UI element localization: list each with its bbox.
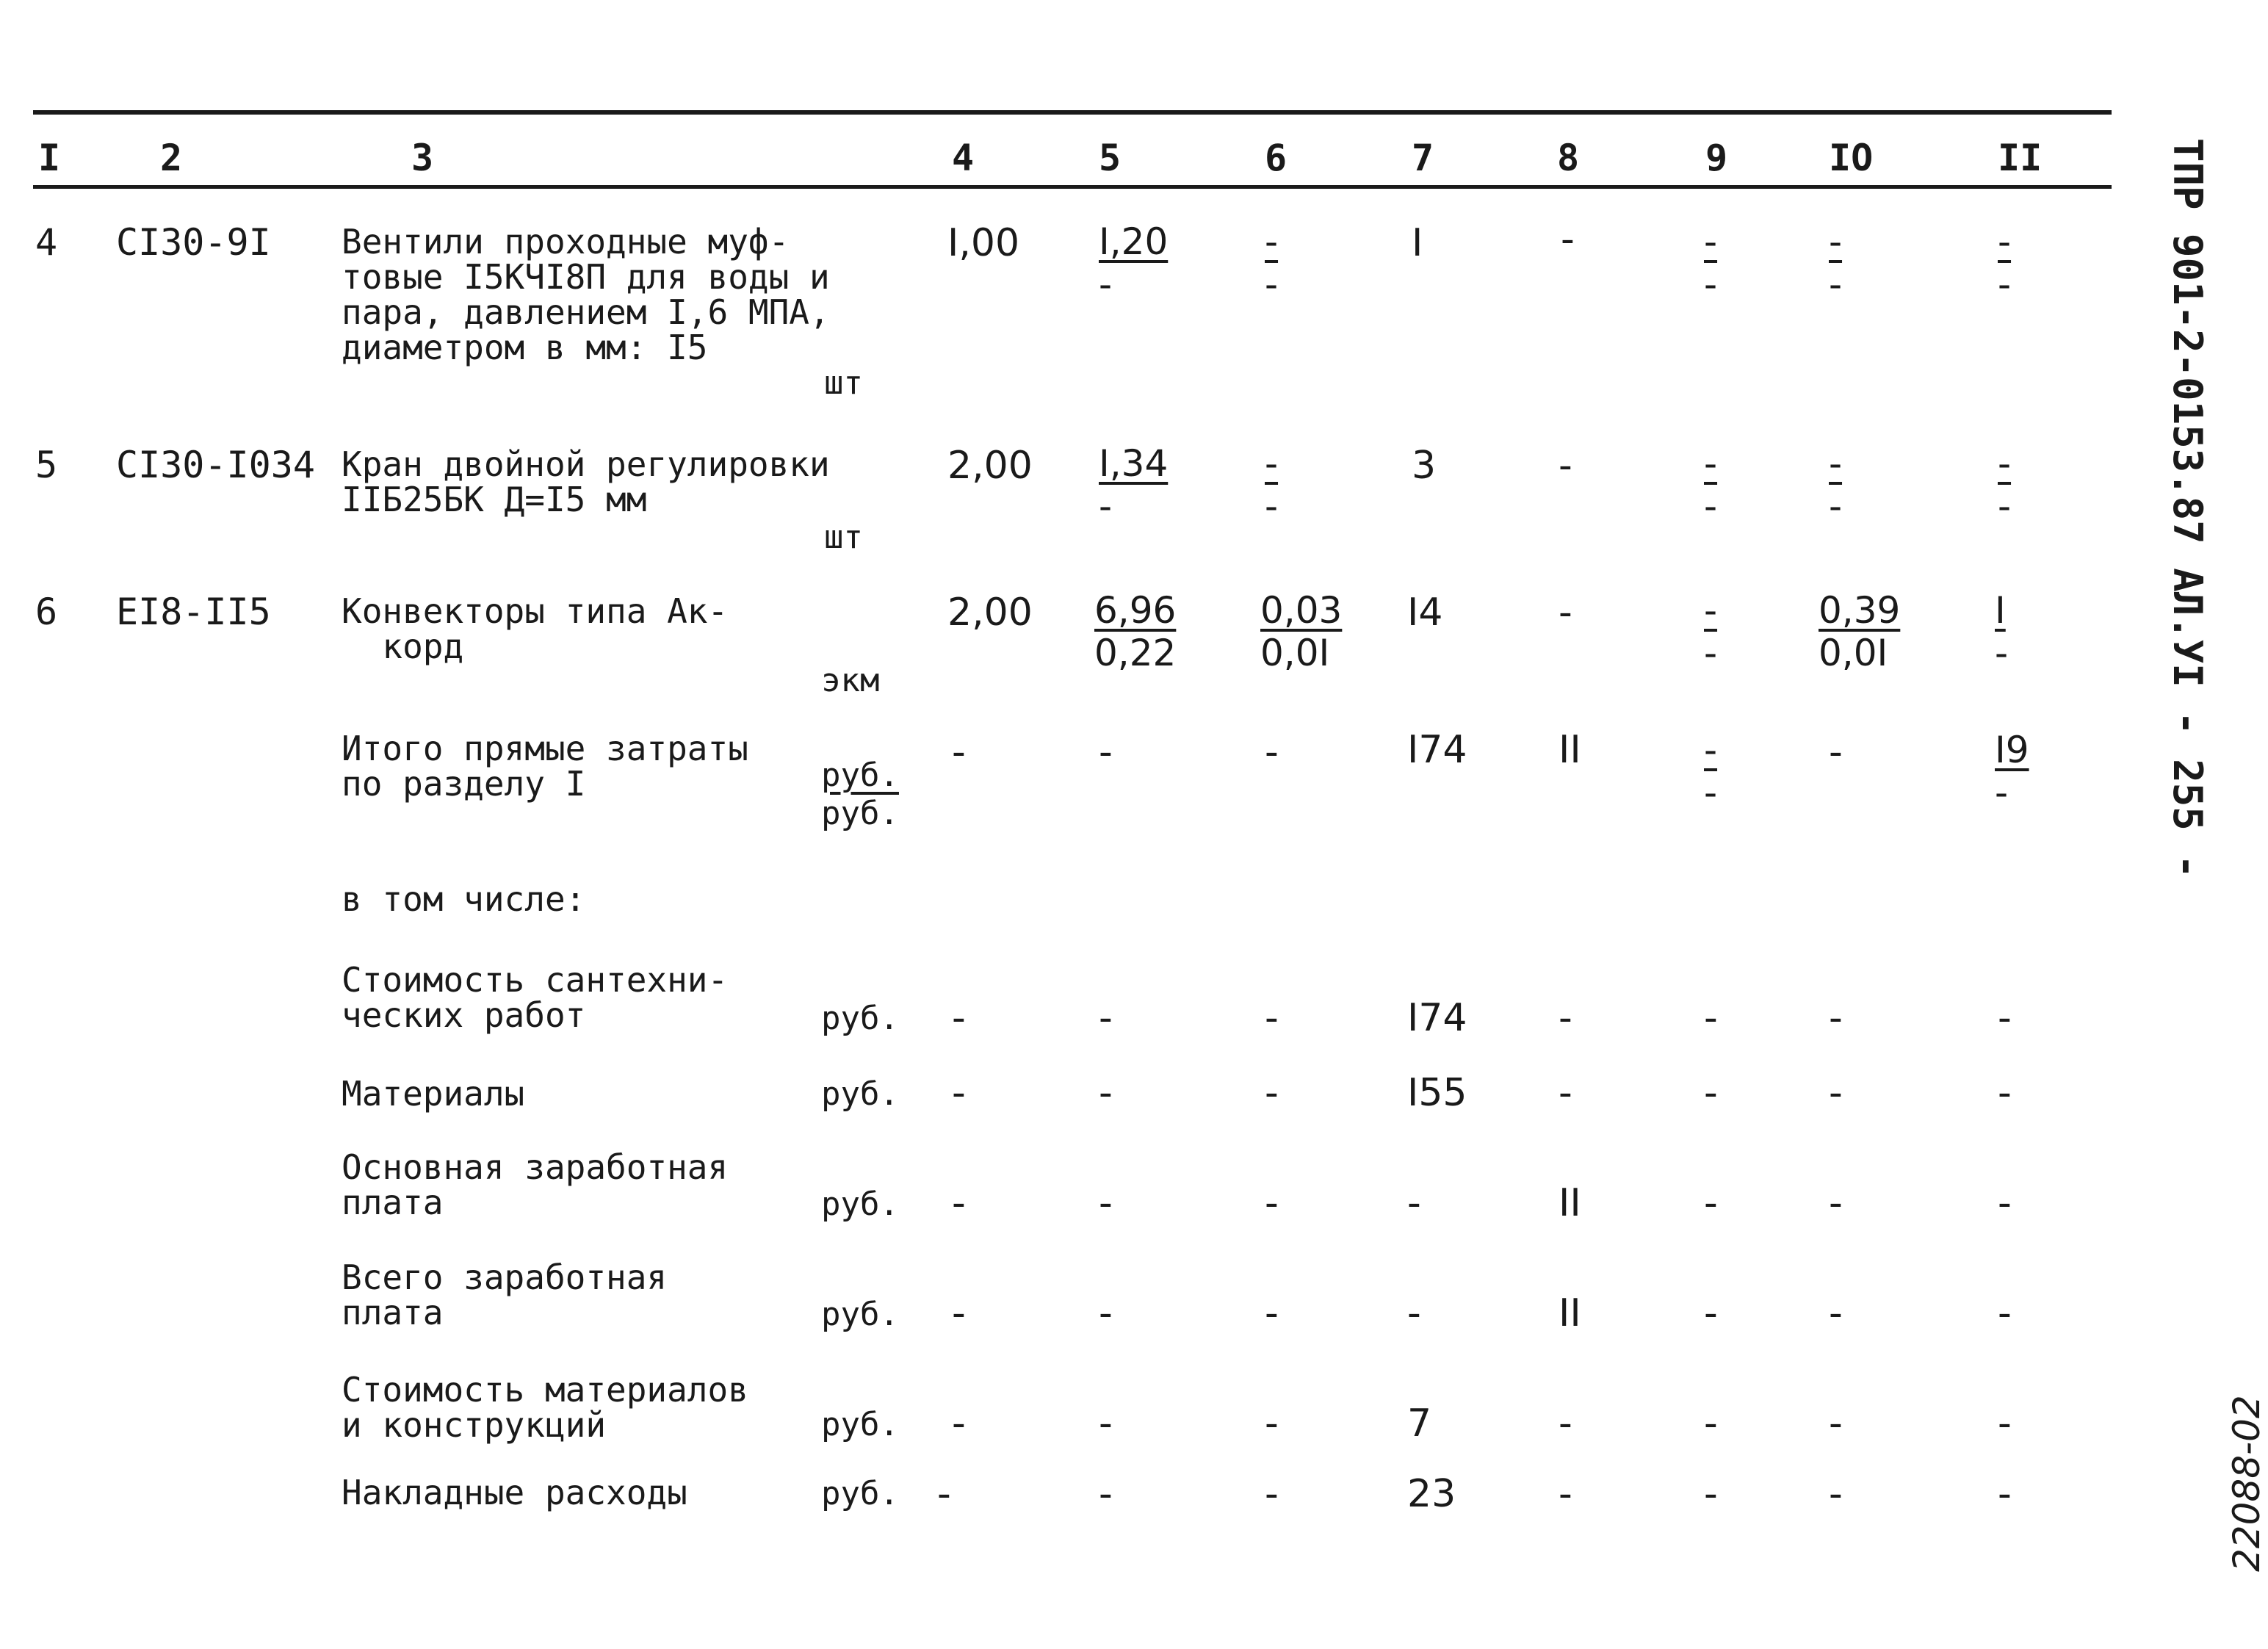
col-header-4: 4 [952, 137, 975, 179]
summary-col6: - [1265, 1181, 1279, 1225]
summary-col4: - [952, 1291, 966, 1335]
row-number: 4 [35, 221, 58, 264]
summary-col10: - [1829, 1472, 1843, 1516]
summary-col6: - [1265, 1401, 1279, 1446]
row-unit: экм [821, 662, 880, 699]
row-description: Вентили проходные муф- товые I5КЧI8П для воды и пара, давлением I,6 МПА, диаметром в мм: I5 [342, 222, 830, 367]
summary-col7: - [1407, 1181, 1421, 1225]
row-description: Конвекторы типа Ак- корд [342, 591, 729, 666]
header-bottom-rule [33, 185, 2112, 189]
summary-col4: - [937, 1472, 951, 1516]
summary-col10: - [1829, 1401, 1843, 1446]
row-col7: I [1412, 221, 1423, 265]
summary-col4: - [952, 996, 966, 1040]
row-col10: $\frac{0,39}{0,0I}$ [1819, 589, 1901, 674]
row-col11: - - [1998, 220, 2012, 306]
row-description: Кран двойной регулировки IIБ25БК Д=I5 мм [342, 444, 830, 519]
row-code: CI30-9I [116, 221, 271, 264]
col-header-7: 7 [1412, 137, 1434, 179]
total-col9: - - [1704, 729, 1718, 814]
summary-col7: I55 [1407, 1071, 1467, 1115]
summary-col11: - [1998, 1472, 2012, 1516]
col-header-2: 2 [160, 137, 183, 179]
summary-col10: - [1829, 1291, 1843, 1335]
col-header-11: II [1998, 137, 2043, 179]
summary-col11: - [1998, 1401, 2012, 1446]
side-document-label: ТПР 901-2-0153.87 АЛ.УI - 255 - [2164, 138, 2211, 878]
summary-col9: - [1704, 1291, 1718, 1335]
summary-description: Материалы [342, 1074, 525, 1114]
row-number: 6 [35, 591, 58, 633]
col-header-9: 9 [1705, 137, 1728, 179]
row-col9: - - [1704, 589, 1718, 674]
total-col5: - [1099, 730, 1113, 774]
row-col8: - [1559, 591, 1572, 635]
summary-col6: - [1265, 996, 1279, 1040]
summary-col6: - [1265, 1071, 1279, 1115]
summary-col11: - [1998, 1291, 2012, 1335]
total-col4: - [952, 730, 966, 774]
row-col7: 3 [1412, 444, 1437, 488]
summary-description: Всего заработная плата [342, 1258, 668, 1332]
col-header-1: I [38, 137, 61, 179]
summary-col8: - [1559, 996, 1572, 1040]
summary-col5: - [1099, 996, 1113, 1040]
summary-col5: - [1099, 1401, 1113, 1446]
row-col6: - - [1265, 220, 1279, 306]
summary-col11: - [1998, 1181, 2012, 1225]
total-col7: I74 [1407, 728, 1467, 772]
row-col6: $\frac{0,03}{0,0I}$ [1260, 589, 1343, 674]
summary-unit: руб. [821, 1475, 899, 1512]
summary-description: Основная заработная плата [342, 1147, 729, 1222]
col-header-6: 6 [1265, 137, 1288, 179]
summary-description: Стоимость сантехни- ческих работ [342, 960, 729, 1035]
row-code: CI30-I034 [116, 444, 315, 486]
row-col9: - - [1704, 220, 1718, 306]
total-unit: руб. руб. [821, 757, 899, 832]
summary-description: Накладные расходы [342, 1473, 687, 1512]
table-top-rule [33, 110, 2112, 115]
summary-col4: - [952, 1071, 966, 1115]
total-col8: II [1559, 728, 1581, 772]
summary-col11: - [1998, 996, 2012, 1040]
total-col10: - [1829, 730, 1843, 774]
summary-col5: - [1099, 1071, 1113, 1115]
row-col11: I - [1995, 589, 2009, 674]
summary-unit: руб. [821, 1000, 899, 1037]
col-header-5: 5 [1099, 137, 1122, 179]
row-col11: - - [1998, 442, 2012, 527]
summary-col9: - [1704, 996, 1718, 1040]
side-code-label: 22088-02 [2225, 1395, 2268, 1572]
row-col4: I,00 [947, 221, 1020, 265]
row-unit: шт [824, 364, 863, 402]
col-header-10: IO [1829, 137, 1874, 179]
summary-col10: - [1829, 1071, 1843, 1115]
row-col9: - - [1704, 442, 1718, 527]
total-description: Итого прямые затраты по разделу I [342, 729, 748, 804]
row-number: 5 [35, 444, 58, 486]
summary-col9: - [1704, 1181, 1718, 1225]
summary-unit: руб. [821, 1186, 899, 1223]
summary-col8: II [1559, 1291, 1581, 1335]
summary-col9: - [1704, 1071, 1718, 1115]
row-col5: I,20 - [1099, 220, 1169, 306]
row-col8: - [1561, 217, 1575, 261]
row-col8: - [1559, 444, 1572, 488]
row-code: EI8-II5 [116, 591, 271, 633]
summary-col8: - [1559, 1472, 1572, 1516]
summary-col7: - [1407, 1291, 1421, 1335]
row-col10: - - [1829, 220, 1843, 306]
summary-col11: - [1998, 1071, 2012, 1115]
total-col6: - [1265, 730, 1279, 774]
summary-col9: - [1704, 1472, 1718, 1516]
row-col5: I,34 - [1099, 442, 1169, 527]
summary-col7: I74 [1407, 996, 1467, 1040]
col-header-8: 8 [1557, 137, 1580, 179]
summary-col8: - [1559, 1071, 1572, 1115]
summary-col10: - [1829, 1181, 1843, 1225]
summary-description: Стоимость материалов и конструкций [342, 1370, 748, 1445]
summary-col9: - [1704, 1401, 1718, 1446]
summary-col6: - [1265, 1472, 1279, 1516]
summary-unit: руб. [821, 1406, 899, 1443]
row-col10: - - [1829, 442, 1843, 527]
summary-col5: - [1099, 1181, 1113, 1225]
summary-col4: - [952, 1401, 966, 1446]
row-col6: - - [1265, 442, 1279, 527]
summary-col5: - [1099, 1472, 1113, 1516]
total-col11: I9 - [1995, 729, 2029, 814]
summary-col10: - [1829, 996, 1843, 1040]
summary-col7: 23 [1407, 1472, 1456, 1516]
summary-col4: - [952, 1181, 966, 1225]
summary-col7: 7 [1407, 1401, 1432, 1446]
row-unit: шт [824, 519, 863, 556]
summary-unit: руб. [821, 1296, 899, 1333]
summary-col8: II [1559, 1181, 1581, 1225]
summary-unit: руб. [821, 1075, 899, 1113]
summary-col6: - [1265, 1291, 1279, 1335]
summary-col8: - [1559, 1401, 1572, 1446]
row-col7: I4 [1407, 591, 1443, 635]
col-header-3: 3 [411, 137, 434, 179]
row-col4: 2,00 [947, 444, 1033, 488]
row-col5: $\frac{6,96}{0,22}$ [1094, 589, 1177, 674]
summary-col5: - [1099, 1291, 1113, 1335]
row-col4: 2,00 [947, 591, 1033, 635]
including-label: в том числе: [342, 879, 586, 919]
